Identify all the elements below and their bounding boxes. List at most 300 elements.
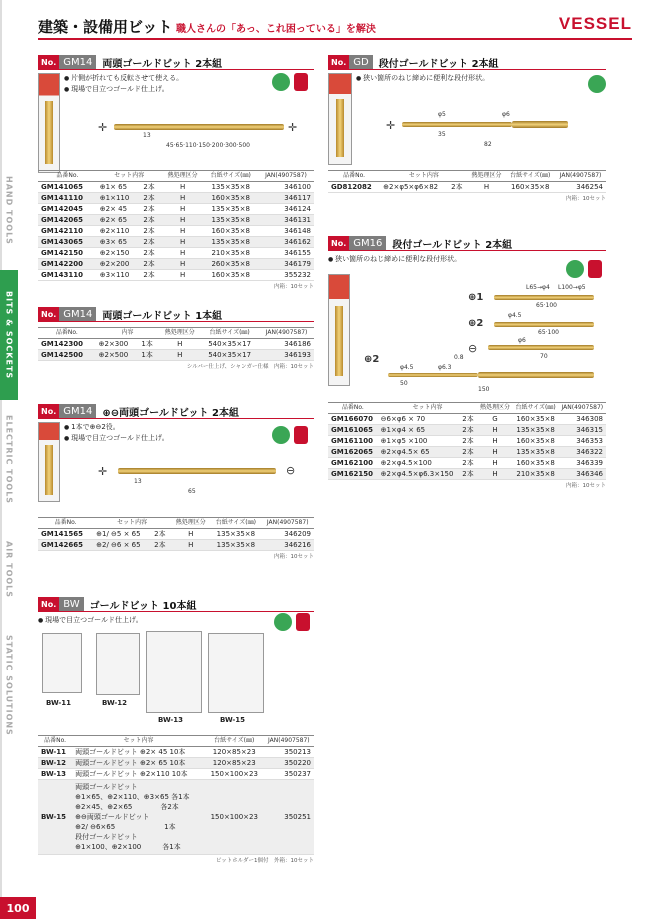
table-row (38, 237, 314, 248)
table-cell: 2本 (140, 193, 161, 204)
table-cell: 2本 (140, 248, 161, 259)
table-cell: H (162, 226, 204, 237)
table-cell: 346155 (258, 248, 314, 259)
table-cell: ⊕2×φ4.5×100 (378, 458, 460, 469)
table-cell: H (477, 425, 512, 436)
col-header: セット内容 (93, 518, 171, 529)
table-cell: 2本 (140, 237, 161, 248)
table-cell: ⊕3× 65 (97, 237, 141, 248)
bit-drawing (118, 468, 276, 474)
table-cell: 135×35×8 (203, 215, 258, 226)
spec-table (38, 735, 314, 864)
col-header: 内容 (96, 328, 160, 339)
side-tab-hand-tools[interactable]: HAND TOOLS (4, 175, 14, 245)
dim-l65: L65→φ4 (526, 284, 550, 291)
table-cell: 346100 (258, 182, 314, 193)
product-code: GM142300 (38, 339, 96, 350)
table-cell: 1本 (138, 339, 159, 350)
table-cell: H (477, 436, 512, 447)
product-code: GM142200 (38, 259, 97, 270)
product-code: GD812082 (328, 182, 380, 193)
product-code: GM142150 (38, 248, 97, 259)
dim-a: φ5 (438, 111, 446, 118)
table-cell: 346216 (261, 540, 314, 551)
phillips-symbol: ✛ (386, 119, 396, 132)
item-label: BW-13 (158, 716, 184, 724)
table-cell: 2本 (151, 540, 171, 551)
col-header: 品番No. (328, 403, 378, 414)
table-row (328, 414, 606, 425)
table-cell: 346346 (559, 469, 606, 480)
dim-c: 35 (438, 131, 446, 138)
side-tab-air-tools[interactable]: AIR TOOLS (4, 541, 14, 599)
table-cell: ⊕2×φ4.5× 65 (378, 447, 460, 458)
side-tab-electric-tools[interactable]: ELECTRIC TOOLS (4, 415, 14, 505)
content-line: ⊕⊖両頭ゴールドビット (75, 813, 150, 821)
table-row (38, 226, 314, 237)
table-cell: 346117 (258, 193, 314, 204)
page-number: 100 (0, 897, 36, 919)
col-header: 台紙サイズ(㎜) (210, 518, 261, 529)
table-cell: 2本 (140, 226, 161, 237)
table-cell: H (477, 458, 512, 469)
table-cell: 160×35×8 (203, 226, 258, 237)
col-header: 品番No. (38, 171, 97, 182)
content-line: 段付ゴールドビット (75, 833, 138, 841)
table-cell: 2本 (459, 458, 477, 469)
table-cell: 346131 (258, 215, 314, 226)
col-header: 台紙サイズ(㎜) (513, 403, 559, 414)
table-note: 内箱：10セット (274, 554, 314, 560)
content-line: ⊕2×45、⊕2×65 各2本 (75, 803, 179, 811)
dim-phi6: φ6 (518, 337, 526, 344)
eco-icon (566, 260, 584, 278)
header-rule (38, 38, 632, 40)
col-header: 品番No. (38, 736, 72, 747)
col-header: JAN(4907587) (258, 171, 314, 182)
table-cell: 2本 (448, 182, 467, 193)
table-cell: 346322 (559, 447, 606, 458)
table-row (328, 425, 606, 436)
col-header: 熱処理区分 (159, 328, 200, 339)
eco-icon (274, 613, 292, 631)
feature-list: ● 1本で⊕⊖2役。 ● 現場で目立つゴールド仕上げ。 (64, 422, 314, 444)
table-cell: H (468, 182, 506, 193)
product-code: BW-15 (38, 780, 72, 855)
table-cell: H (171, 529, 210, 540)
table-note: 内箱：10セット (274, 284, 314, 290)
table-row (38, 259, 314, 270)
item-label: BW-15 (220, 716, 246, 724)
table-cell: 2本 (151, 529, 171, 540)
table-row (328, 469, 606, 480)
dim-a: 13 (143, 132, 151, 139)
section-title: ⊕⊖両頭ゴールドビット 2本組 (102, 407, 239, 419)
table-cell: 両頭ゴールドビット ⊕2× 65 10本 (72, 758, 205, 769)
table-cell: 540×35×17 (200, 350, 259, 361)
dim-ph2-length: 65·100 (538, 329, 559, 336)
table-cell: 両頭ゴールドビット ⊕2×110 10本 (72, 769, 205, 780)
section-header (38, 597, 314, 612)
table-cell: 135×35×8 (513, 425, 559, 436)
table-cell: H (162, 259, 204, 270)
bit-drawing-slot (488, 345, 594, 350)
table-cell: ⊕1×φ4 × 65 (378, 425, 460, 436)
col-header: JAN(4907587) (261, 518, 314, 529)
col-header: セット内容 (97, 171, 162, 182)
table-row (38, 747, 314, 758)
col-header: 品番No. (38, 328, 96, 339)
table-cell: 2本 (459, 436, 477, 447)
tip-label-ph2-long: ⊕2 (364, 354, 380, 365)
table-cell: ⊕2×φ4.5×φ6.3×150 (378, 469, 460, 480)
feature-list: ● 現場で目立つゴールド仕上げ。 (38, 615, 314, 626)
col-header: 台紙サイズ(㎜) (203, 171, 258, 182)
spec-table (38, 517, 314, 560)
table-row (38, 193, 314, 204)
feature-list: ● 狭い箇所のねじ締めに便利な段付形状。 (356, 73, 606, 84)
dim-long-phi45: φ4.5 (400, 364, 414, 371)
col-header: 熱処理区分 (468, 171, 506, 182)
bit-drawing-thin (402, 122, 512, 127)
table-cell: H (162, 182, 204, 193)
dim-d: 82 (484, 141, 492, 148)
section-title: ゴールドビット 10本組 (89, 600, 197, 612)
table-cell: 160×35×8 (203, 270, 258, 281)
col-header: 熱処理区分 (477, 403, 512, 414)
table-cell: 2本 (140, 182, 161, 193)
item-label: BW-12 (102, 699, 128, 707)
table-cell: 135×35×8 (210, 529, 261, 540)
table-cell: ⊕1×110 (97, 193, 141, 204)
dim-a: 13 (134, 478, 142, 485)
magnet-icon (294, 426, 308, 444)
table-note: 内箱：10セット (566, 196, 606, 202)
table-row (328, 182, 606, 193)
table-row (38, 248, 314, 259)
table-cell: 350213 (264, 747, 314, 758)
tip-label-ph1: ⊕1 (468, 292, 484, 303)
spec-table (328, 402, 606, 489)
model-badge: No. GM14 (38, 307, 96, 321)
product-code: GM141110 (38, 193, 97, 204)
table-cell: 346186 (259, 339, 314, 350)
col-header: 台紙サイズ(㎜) (506, 171, 556, 182)
table-cell: H (162, 215, 204, 226)
table-row (38, 204, 314, 215)
col-header: JAN(4907587) (559, 403, 606, 414)
content-line: ⊕1×100、⊕2×100 各1本 (75, 843, 181, 851)
section-gm16 (328, 236, 606, 489)
table-cell: 346339 (559, 458, 606, 469)
table-cell: 150×100×23 (205, 780, 264, 855)
col-header: 台紙サイズ(㎜) (200, 328, 259, 339)
table-row (328, 436, 606, 447)
model-badge: No. GM14 (38, 55, 96, 69)
bit-drawing-long-thin (388, 373, 478, 377)
section-gm14-combo (38, 404, 314, 560)
table-cell: 2本 (459, 425, 477, 436)
model-badge: No. BW (38, 597, 84, 611)
section-title: 段付ゴールドビット 2本組 (392, 239, 513, 251)
table-cell: 346254 (555, 182, 606, 193)
product-image-bw15 (208, 633, 264, 713)
table-cell: ⊕2× 65 (97, 215, 141, 226)
model-badge: No. GD (328, 55, 373, 69)
table-cell: 2本 (459, 447, 477, 458)
table-row (38, 758, 314, 769)
dim-long-phi63: φ6.3 (438, 364, 452, 371)
table-cell: 160×35×8 (513, 458, 559, 469)
product-code: GM141065 (38, 182, 97, 193)
table-cell: 210×35×8 (513, 469, 559, 480)
table-row (38, 270, 314, 281)
table-cell: 540×35×17 (200, 339, 259, 350)
table-cell: 2本 (140, 270, 161, 281)
table-cell: ⊕2×150 (97, 248, 141, 259)
table-row (38, 769, 314, 780)
brand-logo: VESSEL (558, 14, 632, 33)
eco-icon (588, 75, 606, 93)
table-note: ビットホルダー1個付 外箱：10セット (215, 858, 314, 864)
dim-b: 45·65·110·150·200·300·500 (166, 142, 250, 149)
feature-list: ● 片側が折れても反転させて使える。 ● 現場で目立つゴールド仕上げ。 (64, 73, 314, 95)
table-cell: 350220 (264, 758, 314, 769)
table-cell: H (477, 447, 512, 458)
dim-ph1-length: 65·100 (536, 302, 557, 309)
side-tab-bits-sockets[interactable]: BITS & SOCKETS (0, 270, 18, 400)
table-row (38, 339, 314, 350)
table-cell: 135×35×8 (513, 447, 559, 458)
product-code: GM162150 (328, 469, 378, 480)
table-row (38, 215, 314, 226)
col-header: JAN(4907587) (259, 328, 314, 339)
item-label: BW-11 (46, 699, 72, 707)
dim-b: 65 (188, 488, 196, 495)
section-header (38, 404, 314, 419)
table-cell: 160×35×8 (203, 193, 258, 204)
table-cell: H (159, 350, 200, 361)
table-cell: 2本 (459, 469, 477, 480)
table-cell: ⊖6×φ6 × 70 (378, 414, 460, 425)
product-code: GM142665 (38, 540, 93, 551)
col-header: 品番No. (328, 171, 380, 182)
col-header: 台紙サイズ(㎜) (205, 736, 264, 747)
table-cell: H (162, 193, 204, 204)
table-note: 内箱：10セット (566, 483, 606, 489)
table-cell: 135×35×8 (203, 204, 258, 215)
model-badge: No. GM16 (328, 236, 386, 250)
product-code: GM161065 (328, 425, 378, 436)
col-header: 品番No. (38, 518, 93, 529)
model-badge: No. GM14 (38, 404, 96, 418)
table-cell: ⊕2× 45 (97, 204, 141, 215)
table-cell: 160×35×8 (506, 182, 556, 193)
table-cell: ⊕2×300 (96, 339, 139, 350)
dim-blade: 0.8 (454, 354, 464, 361)
table-cell: 両頭ゴールドビット ⊕2× 45 10本 (72, 747, 205, 758)
dim-long-150: 150 (478, 386, 490, 393)
table-cell: G (477, 414, 512, 425)
product-code: GM142110 (38, 226, 97, 237)
col-header: JAN(4907587) (264, 736, 314, 747)
table-cell: H (159, 339, 200, 350)
product-code: GM142045 (38, 204, 97, 215)
table-cell: 150×100×23 (205, 769, 264, 780)
section-header (38, 307, 314, 322)
section-header (328, 236, 606, 251)
content-line: ⊕1×65、⊕2×110、⊕3×65 各1本 (75, 793, 190, 801)
section-title: 段付ゴールドビット 2本組 (378, 58, 499, 70)
table-row (38, 540, 314, 551)
table-cell: H (162, 237, 204, 248)
table-cell: 2本 (140, 259, 161, 270)
table-cell: ⊕3×110 (97, 270, 141, 281)
table-cell: 160×35×8 (513, 436, 559, 447)
slotted-symbol: ⊖ (286, 464, 296, 477)
product-image-bw12 (96, 633, 140, 695)
product-code: GM162100 (328, 458, 378, 469)
table-cell: 135×35×8 (210, 540, 261, 551)
table-cell: ⊕2×φ5×φ6×82 (380, 182, 448, 193)
table-cell: 346315 (559, 425, 606, 436)
table-cell: H (171, 540, 210, 551)
table-row (38, 350, 314, 361)
product-code: BW-11 (38, 747, 72, 758)
table-cell: 120×85×23 (205, 747, 264, 758)
table-cell: 355232 (258, 270, 314, 281)
col-header: 熱処理区分 (162, 171, 204, 182)
table-cell: 120×85×23 (205, 758, 264, 769)
tip-label-ph2: ⊕2 (468, 318, 484, 329)
table-cell: H (477, 469, 512, 480)
spec-table (328, 170, 606, 202)
section-title: 両頭ゴールドビット 2本組 (102, 58, 223, 70)
table-cell: ⊕2×500 (96, 350, 139, 361)
table-cell: 346209 (261, 529, 314, 540)
dim-slot-length: 70 (540, 353, 548, 360)
product-code: GM143110 (38, 270, 97, 281)
phillips-symbol-right: ✛ (288, 121, 298, 134)
section-bw (38, 597, 314, 864)
table-cell: 346148 (258, 226, 314, 237)
col-header: セット内容 (378, 403, 478, 414)
table-cell: ⊕2/ ⊖6 × 65 (93, 540, 151, 551)
bit-drawing (114, 124, 284, 130)
page-title: 建築・設備用ビット (38, 18, 173, 36)
bit-drawing-ph1 (494, 295, 594, 300)
eco-icon (272, 73, 290, 91)
product-code: GM161100 (328, 436, 378, 447)
product-code: GM166070 (328, 414, 378, 425)
table-cell: ⊕1/ ⊖5 × 65 (93, 529, 151, 540)
product-code: GM142500 (38, 350, 96, 361)
product-image-bw13 (146, 631, 202, 713)
package-image (328, 73, 352, 165)
table-cell: 1本 (138, 350, 159, 361)
table-cell: 346162 (258, 237, 314, 248)
section-gm14-1pc (38, 307, 314, 370)
table-cell: 2本 (459, 414, 477, 425)
tip-label-slot: ⊖ (468, 342, 478, 355)
table-cell: 2本 (140, 204, 161, 215)
table-cell: 350237 (264, 769, 314, 780)
section-header (38, 55, 314, 70)
table-cell: 135×35×8 (203, 182, 258, 193)
package-image (38, 73, 60, 173)
table-cell: H (162, 248, 204, 259)
page-subtitle: 職人さんの「あっ、これ困っている」を解決 (176, 24, 376, 35)
package-image (328, 274, 350, 386)
table-cell: H (162, 204, 204, 215)
table-note: シルバー仕上げ、シャンガー仕様 内箱：10セット (186, 364, 314, 370)
section-title: 両頭ゴールドビット 1本組 (102, 310, 223, 322)
table-cell: ⊕2×110 (97, 226, 141, 237)
table-row (328, 447, 606, 458)
table-cell: H (162, 270, 204, 281)
table-row (38, 529, 314, 540)
section-gd (328, 55, 606, 202)
table-cell: 346124 (258, 204, 314, 215)
magnet-icon (296, 613, 310, 631)
product-code: GM143065 (38, 237, 97, 248)
product-code: GM162065 (328, 447, 378, 458)
table-row (328, 458, 606, 469)
product-image-bw11 (42, 633, 82, 693)
col-header: JAN(4907587) (555, 171, 606, 182)
table-cell: ⊕1×φ5 ×100 (378, 436, 460, 447)
table-cell (72, 780, 205, 855)
eco-icon (272, 426, 290, 444)
table-cell: 346353 (559, 436, 606, 447)
side-tab-static-solutions[interactable]: STATIC SOLUTIONS (4, 634, 14, 736)
feature-list: ● 狭い箇所のねじ締めに便利な段付形状。 (328, 254, 606, 265)
phillips-symbol: ✛ (98, 465, 108, 478)
bit-drawing-thick (512, 121, 568, 128)
content-line: ⊕2/ ⊖6×65 1本 (75, 823, 176, 831)
package-image (38, 422, 60, 502)
spec-table (38, 170, 314, 290)
table-cell: 160×35×8 (513, 414, 559, 425)
col-header: セット内容 (72, 736, 205, 747)
table-cell: 346308 (559, 414, 606, 425)
spec-table (38, 327, 314, 370)
section-header (328, 55, 606, 70)
magnet-icon (588, 260, 602, 278)
table-cell: 210×35×8 (203, 248, 258, 259)
dim-l100: L100→φ5 (558, 284, 586, 291)
bit-drawing-long-thick (478, 372, 594, 378)
bit-drawing-ph2 (494, 322, 594, 327)
col-header: 熱処理区分 (171, 518, 210, 529)
col-header: セット内容 (380, 171, 467, 182)
dim-long-50: 50 (400, 380, 408, 387)
product-code: GM142065 (38, 215, 97, 226)
table-cell: 346193 (259, 350, 314, 361)
phillips-symbol-left: ✛ (98, 121, 108, 134)
product-code: GM141565 (38, 529, 93, 540)
product-code: BW-13 (38, 769, 72, 780)
table-cell: ⊕2×200 (97, 259, 141, 270)
section-gm14-2pc (38, 55, 314, 290)
table-cell: 260×35×8 (203, 259, 258, 270)
table-row (38, 780, 314, 855)
table-cell: ⊕1× 65 (97, 182, 141, 193)
table-cell: 135×35×8 (203, 237, 258, 248)
table-cell: 346179 (258, 259, 314, 270)
dim-b: φ6 (502, 111, 510, 118)
table-cell: 350251 (264, 780, 314, 855)
